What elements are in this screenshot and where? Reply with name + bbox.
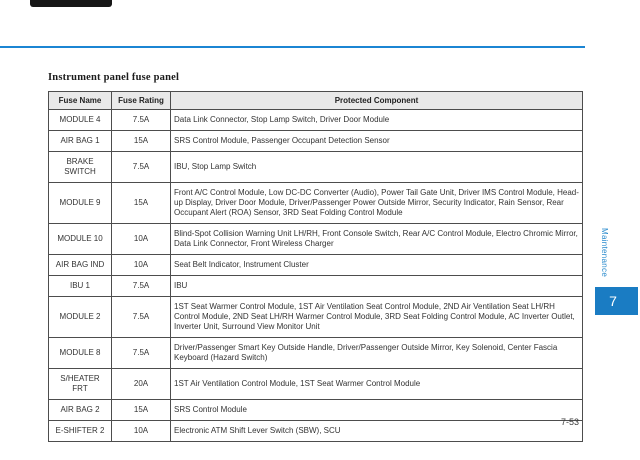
protected-component-cell: Front A/C Control Module, Low DC-DC Converter (Audio), Power Tail Gate Unit, Driver IMS Control Module, Head-up Display, Driver Door Module, Driver/Passenger Power Outside Mirror, Security Indicator, Rain Sensor, Rear Occupant Alert (ROA) Sensor, 3RD Seat Folding Control Module [171, 183, 583, 224]
protected-component-cell: 1ST Air Ventilation Control Module, 1ST Seat Warmer Control Module [171, 369, 583, 400]
fuse-row [49, 276, 583, 297]
fuse-name-cell: E-SHIFTER 2 [49, 421, 112, 442]
chapter-tab-label: Maintenance [600, 228, 609, 278]
fuse-row [49, 224, 583, 255]
table-header-row [49, 92, 583, 110]
fuse-name-cell: AIR BAG IND [49, 255, 112, 276]
protected-component-cell: Driver/Passenger Smart Key Outside Handle, Driver/Passenger Outside Mirror, Key Solenoid, Center Fascia Keyboard (Hazard Switch) [171, 338, 583, 369]
page-number: 7-53 [561, 417, 580, 427]
top-corner-mark [30, 0, 112, 7]
column-header-protected-component: Protected Component [171, 92, 583, 110]
protected-component-cell: SRS Control Module [171, 400, 583, 421]
fuse-rating-cell: 15A [112, 183, 171, 224]
column-header-fuse-rating: Fuse Rating [112, 92, 171, 110]
protected-component-cell: IBU, Stop Lamp Switch [171, 152, 583, 183]
fuse-row [49, 110, 583, 131]
fuse-row [49, 183, 583, 224]
fuse-name-cell: MODULE 4 [49, 110, 112, 131]
fuse-name-cell: AIR BAG 1 [49, 131, 112, 152]
fuse-row [49, 369, 583, 400]
protected-component-cell: Seat Belt Indicator, Instrument Cluster [171, 255, 583, 276]
fuse-name-cell: BRAKE SWITCH [49, 152, 112, 183]
column-header-fuse-name: Fuse Name [49, 92, 112, 110]
fuse-rating-cell: 15A [112, 131, 171, 152]
protected-component-cell: Data Link Connector, Stop Lamp Switch, Driver Door Module [171, 110, 583, 131]
fuse-row [49, 131, 583, 152]
protected-component-cell: SRS Control Module, Passenger Occupant Detection Sensor [171, 131, 583, 152]
fuse-name-cell: IBU 1 [49, 276, 112, 297]
fuse-row [49, 297, 583, 338]
fuse-row [49, 152, 583, 183]
fuse-table [48, 91, 583, 442]
fuse-rating-cell: 7.5A [112, 297, 171, 338]
fuse-rating-cell: 20A [112, 369, 171, 400]
chapter-number-badge: 7 [595, 287, 638, 315]
fuse-name-cell: MODULE 9 [49, 183, 112, 224]
header-rule [0, 46, 585, 48]
fuse-rating-cell: 7.5A [112, 110, 171, 131]
page-title: Instrument panel fuse panel [48, 72, 180, 83]
fuse-rating-cell: 7.5A [112, 276, 171, 297]
fuse-table-body [49, 110, 583, 442]
fuse-rating-cell: 10A [112, 224, 171, 255]
fuse-row [49, 400, 583, 421]
protected-component-cell: IBU [171, 276, 583, 297]
fuse-name-cell: S/HEATER FRT [49, 369, 112, 400]
fuse-rating-cell: 7.5A [112, 152, 171, 183]
protected-component-cell: 1ST Seat Warmer Control Module, 1ST Air Ventilation Seat Control Module, 2ND Air Ventilation Seat LH/RH Control Module, 2ND Seat LH/RH Warmer Control Module, 3RD Seat Folding Control Module, AC Inverter Outlet, Inverter Unit, Surround View Monitor Unit [171, 297, 583, 338]
fuse-name-cell: MODULE 2 [49, 297, 112, 338]
fuse-name-cell: MODULE 8 [49, 338, 112, 369]
fuse-row [49, 338, 583, 369]
fuse-name-cell: MODULE 10 [49, 224, 112, 255]
fuse-rating-cell: 10A [112, 421, 171, 442]
fuse-row [49, 421, 583, 442]
fuse-name-cell: AIR BAG 2 [49, 400, 112, 421]
fuse-rating-cell: 10A [112, 255, 171, 276]
fuse-rating-cell: 15A [112, 400, 171, 421]
fuse-rating-cell: 7.5A [112, 338, 171, 369]
protected-component-cell: Electronic ATM Shift Lever Switch (SBW), SCU [171, 421, 583, 442]
protected-component-cell: Blind-Spot Collision Warning Unit LH/RH, Front Console Switch, Rear A/C Control Module, Electro Chromic Mirror, Data Link Connector, Front Wireless Charger [171, 224, 583, 255]
fuse-row [49, 255, 583, 276]
